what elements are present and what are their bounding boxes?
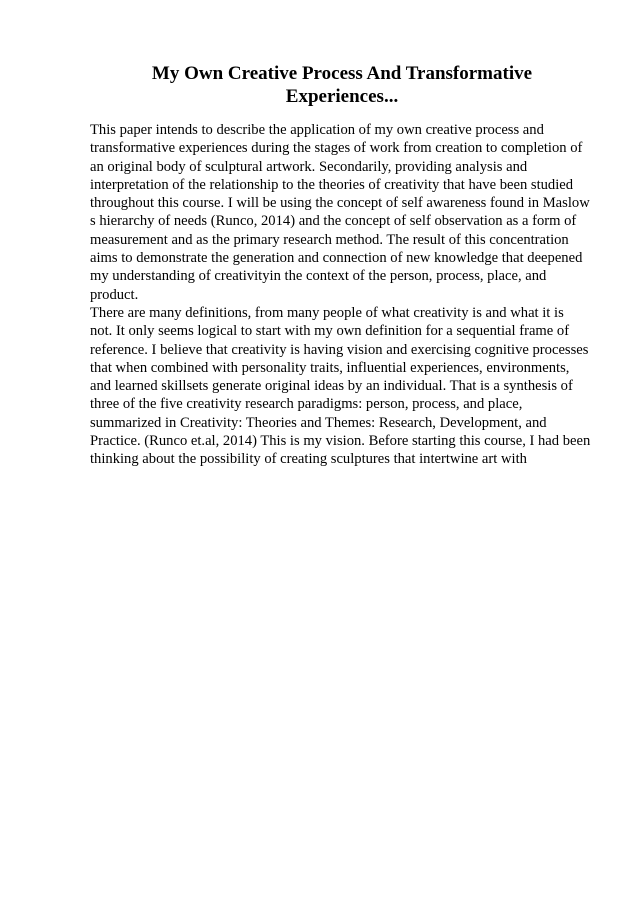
body-line: This paper intends to describe the application of my own creative process and (90, 122, 544, 138)
title-line: Experiences... (285, 86, 399, 107)
body-line: three of the five creativity research paradigms: person, process, and place, (90, 396, 523, 413)
body-line: interpretation of the relationship to the theories of creativity that have been studied (90, 176, 574, 193)
body-line: thinking about the possibility of creating sculptures that intertwine art with (90, 451, 527, 468)
body-line: reference. I believe that creativity is having vision and exercising cognitive processes (90, 341, 589, 358)
body-line: summarized in Creativity: Theories and Themes: Research, Development, and (90, 414, 547, 431)
body-line: measurement and as the primary research method. The result of this concentration (90, 231, 569, 248)
body-line: Practice. (Runco et.al, 2014) This is my vision. Before starting this course, I had been (90, 433, 591, 450)
body-line: an original body of sculptural artwork. Secondarily, providing analysis and (90, 158, 528, 175)
body-line: transformative experiences during the stages of work from creation to completion of (90, 140, 583, 157)
document-body (90, 121, 600, 469)
body-line: and learned skillsets generate original ideas by an individual. That is a synthesis of (90, 378, 573, 395)
title-line: My Own Creative Process And Transformative (151, 63, 533, 84)
body-line: There are many definitions, from many people of what creativity is and what it is (90, 304, 564, 321)
body-line: s hierarchy of needs (Runco, 2014) and the concept of self observation as a form of (90, 213, 577, 230)
body-line: throughout this course. I will be using the concept of self awareness found in Maslow (90, 195, 590, 212)
body-line: my understanding of creativityin the context of the person, process, place, and (90, 268, 547, 285)
body-line: that when combined with personality traits, influential experiences, environments, (90, 359, 570, 376)
body-line: aims to demonstrate the generation and connection of new knowledge that deepened (90, 250, 583, 267)
body-line: product. (90, 286, 139, 303)
body-line: not. It only seems logical to start with my own definition for a sequential frame of (90, 323, 570, 340)
document-title (90, 62, 594, 108)
